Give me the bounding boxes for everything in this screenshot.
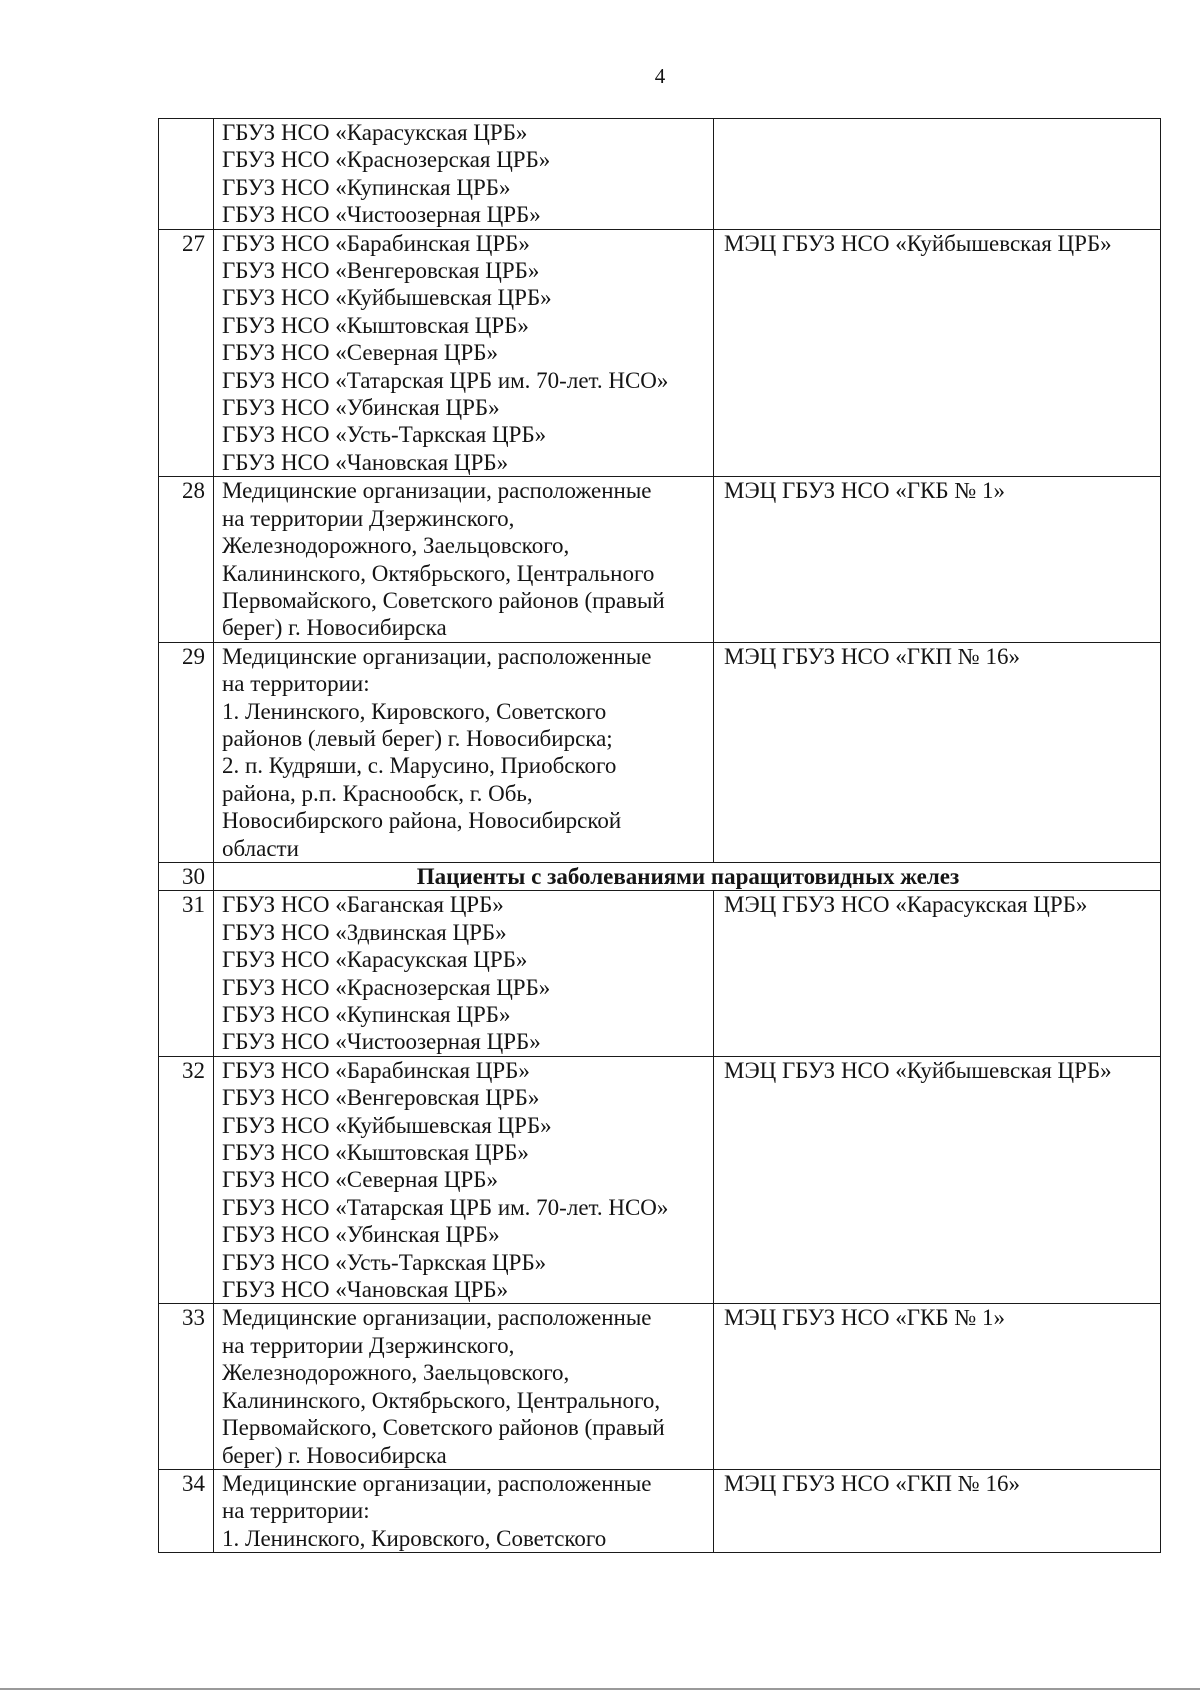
organization-line: области [222, 835, 299, 861]
organization-line: ГБУЗ НСО «Барабинская ЦРБ» [222, 1057, 530, 1083]
organization-line: Медицинские организации, расположенные [222, 643, 652, 669]
table-row [159, 119, 1161, 230]
organization-line: Калининского, Октябрьского, Центрального [222, 560, 655, 586]
organization-line: ГБУЗ НСО «Купинская ЦРБ» [222, 1002, 511, 1027]
organization-line: районов (левый берег) г. Новосибирска; [222, 725, 613, 751]
distribution-table [158, 118, 1161, 1553]
row-number: 31 [159, 891, 214, 1056]
organization-line: ГБУЗ НСО «Убинская ЦРБ» [222, 1222, 500, 1248]
organization-line: Медицинские организации, расположенные [222, 1470, 652, 1496]
expert-center-cell: МЭЦ ГБУЗ НСО «Куйбышевская ЦРБ» [714, 1056, 1161, 1304]
row-number: 28 [159, 477, 214, 642]
organization-line: на территории: [222, 1498, 370, 1524]
organization-line: 1. Ленинского, Кировского, Советского [222, 1525, 607, 1551]
organization-line: ГБУЗ НСО «Купинская ЦРБ» [222, 174, 511, 200]
organization-line: ГБУЗ НСО «Северная ЦРБ» [222, 1167, 498, 1193]
organization-line: ГБУЗ НСО «Усть-Таркская ЦРБ» [222, 422, 547, 448]
table-row [159, 477, 1161, 642]
row-number: 29 [159, 642, 214, 862]
section-heading: Пациенты с заболеваниями паращитовидных желез [214, 862, 1161, 890]
organization-line: ГБУЗ НСО «Чистоозерная ЦРБ» [222, 1029, 541, 1055]
expert-center-cell: МЭЦ ГБУЗ НСО «ГКП № 16» [714, 1469, 1161, 1552]
organization-line: ГБУЗ НСО «Усть-Таркская ЦРБ» [222, 1249, 547, 1275]
organizations-cell [214, 1469, 714, 1552]
organization-line: 1. Ленинского, Кировского, Советского [222, 698, 607, 724]
table-row [159, 891, 1161, 1056]
organization-line: ГБУЗ НСО «Венгеровская ЦРБ» [222, 1085, 540, 1111]
row-number: 30 [159, 862, 214, 890]
row-number [159, 119, 214, 230]
organization-line: 2. п. Кудряши, с. Марусино, Приобского [222, 753, 617, 779]
row-number: 32 [159, 1056, 214, 1304]
organization-line: Железнодорожного, Заельцовского, [222, 533, 570, 559]
expert-center-cell [714, 119, 1161, 230]
organization-line: берег) г. Новосибирска [222, 615, 447, 641]
expert-center-cell: МЭЦ ГБУЗ НСО «ГКБ № 1» [714, 477, 1161, 642]
organization-line: ГБУЗ НСО «Венгеровская ЦРБ» [222, 258, 540, 284]
organization-line: Медицинские организации, расположенные [222, 1305, 652, 1331]
row-number: 34 [159, 1469, 214, 1552]
table-row [159, 1469, 1161, 1552]
scan-bottom-edge [0, 1688, 1200, 1690]
organization-line: Калининского, Октябрьского, Центрального, [222, 1387, 661, 1413]
organization-line: ГБУЗ НСО «Краснозерская ЦРБ» [222, 974, 551, 1000]
organization-line: берег) г. Новосибирска [222, 1442, 447, 1468]
organizations-cell [214, 891, 714, 1056]
organization-line: ГБУЗ НСО «Татарская ЦРБ им. 70-лет. НСО» [222, 1194, 669, 1220]
table-row [159, 229, 1161, 477]
organization-line: Первомайского, Советского районов (правый [222, 1415, 665, 1441]
organization-line: ГБУЗ НСО «Северная ЦРБ» [222, 340, 498, 366]
expert-center-cell: МЭЦ ГБУЗ НСО «Куйбышевская ЦРБ» [714, 229, 1161, 477]
table-row [159, 1304, 1161, 1469]
organization-line: ГБУЗ НСО «Татарская ЦРБ им. 70-лет. НСО» [222, 367, 669, 393]
organization-line: ГБУЗ НСО «Убинская ЦРБ» [222, 395, 500, 421]
organizations-cell [214, 119, 714, 230]
organization-line: Первомайского, Советского районов (правый [222, 587, 665, 613]
organizations-cell [214, 229, 714, 477]
organization-line: на территории Дзержинского, [222, 1332, 515, 1358]
organization-line: ГБУЗ НСО «Чановская ЦРБ» [222, 449, 509, 475]
organization-line: на территории: [222, 671, 370, 697]
organization-line: ГБУЗ НСО «Куйбышевская ЦРБ» [222, 1112, 552, 1138]
row-number: 27 [159, 229, 214, 477]
organization-line: ГБУЗ НСО «Баганская ЦРБ» [222, 892, 504, 918]
organizations-cell [214, 642, 714, 862]
row-number: 33 [159, 1304, 214, 1469]
organization-line: ГБУЗ НСО «Краснозерская ЦРБ» [222, 147, 551, 173]
organizations-cell [214, 1056, 714, 1304]
organization-line: ГБУЗ НСО «Здвинская ЦРБ» [222, 919, 507, 945]
expert-center-cell: МЭЦ ГБУЗ НСО «Карасукская ЦРБ» [714, 891, 1161, 1056]
organization-line: ГБУЗ НСО «Барабинская ЦРБ» [222, 230, 530, 256]
organization-line: ГБУЗ НСО «Кыштовская ЦРБ» [222, 312, 529, 338]
organization-line: на территории Дзержинского, [222, 505, 515, 531]
organization-line: ГБУЗ НСО «Чистоозерная ЦРБ» [222, 202, 541, 228]
organization-line: Железнодорожного, Заельцовского, [222, 1360, 570, 1386]
section-row [159, 862, 1161, 890]
organizations-cell [214, 477, 714, 642]
page-number: 4 [654, 64, 666, 88]
expert-center-cell: МЭЦ ГБУЗ НСО «ГКБ № 1» [714, 1304, 1161, 1469]
organization-line: ГБУЗ НСО «Карасукская ЦРБ» [222, 947, 528, 973]
organization-line: ГБУЗ НСО «Карасукская ЦРБ» [222, 120, 528, 145]
organizations-cell [214, 1304, 714, 1469]
table-row [159, 642, 1161, 862]
organization-line: ГБУЗ НСО «Кыштовская ЦРБ» [222, 1140, 529, 1166]
organization-line: района, р.п. Краснообск, г. Обь, [222, 780, 533, 806]
expert-center-cell: МЭЦ ГБУЗ НСО «ГКП № 16» [714, 642, 1161, 862]
organization-line: Новосибирского района, Новосибирской [222, 808, 622, 834]
organization-line: ГБУЗ НСО «Куйбышевская ЦРБ» [222, 285, 552, 311]
organization-line: Медицинские организации, расположенные [222, 478, 652, 504]
organization-line: ГБУЗ НСО «Чановская ЦРБ» [222, 1277, 509, 1303]
table-row [159, 1056, 1161, 1304]
